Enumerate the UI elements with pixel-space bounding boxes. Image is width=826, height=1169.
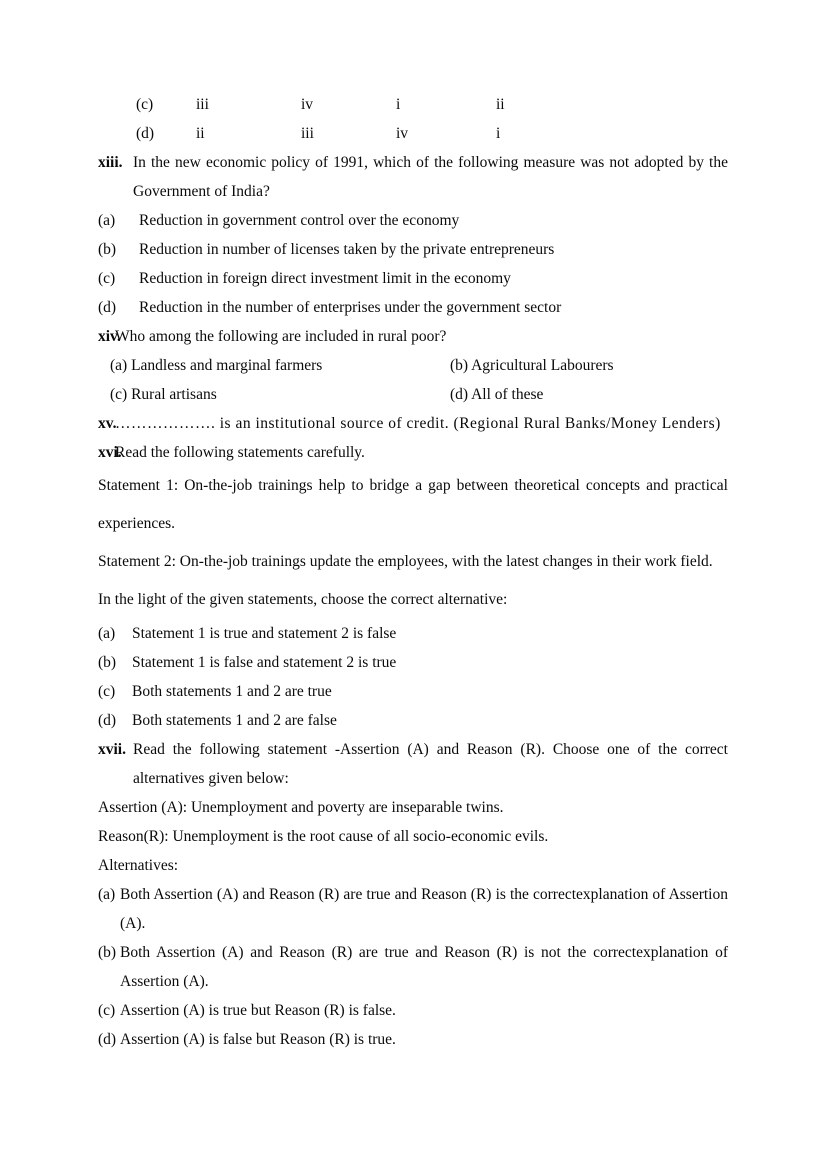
statement-1: Statement 1: On-the-job trainings help to bridge a gap between theoretical concepts and practical experiences.	[98, 477, 728, 532]
option-xvi-d	[98, 706, 728, 735]
question-text: Who among the following are included in rural poor?	[115, 328, 447, 345]
option-text: Assertion (A) is true but Reason (R) is false.	[120, 1002, 396, 1019]
question-number: xv.	[98, 415, 117, 432]
option-letter: (a)	[98, 886, 116, 903]
option-letter: (a)	[98, 212, 116, 229]
option-xvii-b	[98, 938, 728, 996]
question-xiii	[98, 148, 728, 206]
question-number: xiii.	[98, 154, 123, 171]
option-letter: (b)	[98, 241, 117, 258]
alternatives-label: Alternatives:	[98, 857, 179, 874]
option-text: Both Assertion (A) and Reason (R) are true and Reason (R) is the correctexplanation of Assertion (A).	[120, 886, 728, 932]
option-letter: (c)	[98, 683, 116, 700]
question-xv	[98, 409, 728, 438]
question-xvi	[98, 438, 728, 467]
option-xvi-b	[98, 648, 728, 677]
option-text: Reduction in the number of enterprises under the government sector	[139, 299, 562, 316]
option-xvii-a	[98, 880, 728, 938]
reason-text: Reason(R): Unemployment is the root cause of all socio-economic evils.	[98, 828, 549, 845]
match-row-col4: i	[496, 125, 501, 142]
option-text: Both Assertion (A) and Reason (R) are true and Reason (R) is not the correctexplanation of Assertion (A).	[120, 944, 728, 990]
match-row-col3: iv	[396, 125, 409, 142]
option-text: Reduction in government control over the economy	[139, 212, 460, 229]
option-xvii-d	[98, 1025, 728, 1054]
option-text: Assertion (A) is false but Reason (R) is true.	[120, 1031, 396, 1048]
match-row-label: (d)	[136, 125, 155, 142]
option-xvi-a	[98, 619, 728, 648]
option-xiv-a: (a) Landless and marginal farmers	[110, 357, 323, 374]
option-letter: (d)	[98, 712, 117, 729]
question-text: In the new economic policy of 1991, which of the following measure was not adopted by the Government of India?	[133, 154, 728, 200]
question-xvii	[98, 735, 728, 793]
match-row-label: (c)	[136, 96, 154, 113]
option-xiii-c	[98, 264, 728, 293]
match-row-col2: iii	[301, 125, 314, 142]
option-letter: (c)	[98, 1002, 116, 1019]
option-xiii-a	[98, 206, 728, 235]
option-letter: (a)	[98, 625, 116, 642]
question-text: ………………. is an institutional source of credit. (Regional Rural Banks/Money Lenders)	[115, 415, 721, 432]
question-number: xiv.	[98, 328, 121, 345]
match-row-col1: ii	[196, 125, 205, 142]
option-xiii-b	[98, 235, 728, 264]
option-letter: (b)	[98, 944, 117, 961]
option-xiv-d: (d) All of these	[450, 386, 544, 403]
option-text: Reduction in foreign direct investment limit in the economy	[139, 270, 511, 287]
assertion-text: Assertion (A): Unemployment and poverty are inseparable twins.	[98, 799, 504, 816]
option-xiii-d	[98, 293, 728, 322]
option-text: Both statements 1 and 2 are false	[132, 712, 337, 729]
page-content	[98, 90, 728, 1054]
question-number: xvii.	[98, 741, 126, 758]
option-xiv-c: (c) Rural artisans	[110, 386, 217, 403]
statement-2: Statement 2: On-the-job trainings update the employees, with the latest changes in their work field.	[98, 553, 713, 570]
question-xiv	[98, 322, 728, 351]
match-row-col4: ii	[496, 96, 505, 113]
question-text: Read the following statements carefully.	[115, 444, 365, 461]
option-text: Reduction in number of licenses taken by the private entrepreneurs	[139, 241, 555, 258]
match-row-col2: iv	[301, 96, 314, 113]
table-row	[98, 90, 728, 119]
match-row-col3: i	[396, 96, 401, 113]
option-pair-xiv-2	[98, 380, 728, 409]
statement-instruction: In the light of the given statements, choose the correct alternative:	[98, 591, 508, 608]
option-text: Both statements 1 and 2 are true	[132, 683, 332, 700]
option-text: Statement 1 is true and statement 2 is false	[132, 625, 397, 642]
option-text: Statement 1 is false and statement 2 is true	[132, 654, 397, 671]
option-letter: (d)	[98, 1031, 117, 1048]
question-number: xvi.	[98, 444, 122, 461]
option-letter: (b)	[98, 654, 117, 671]
table-row	[98, 119, 728, 148]
option-letter: (d)	[98, 299, 117, 316]
option-xiv-b: (b) Agricultural Labourers	[450, 357, 614, 374]
option-xvi-c	[98, 677, 728, 706]
option-pair-xiv-1	[98, 351, 728, 380]
option-letter: (c)	[98, 270, 116, 287]
match-row-col1: iii	[196, 96, 209, 113]
question-text: Read the following statement -Assertion (A) and Reason (R). Choose one of the correct alternatives given below:	[133, 741, 728, 787]
option-xvii-c	[98, 996, 728, 1025]
